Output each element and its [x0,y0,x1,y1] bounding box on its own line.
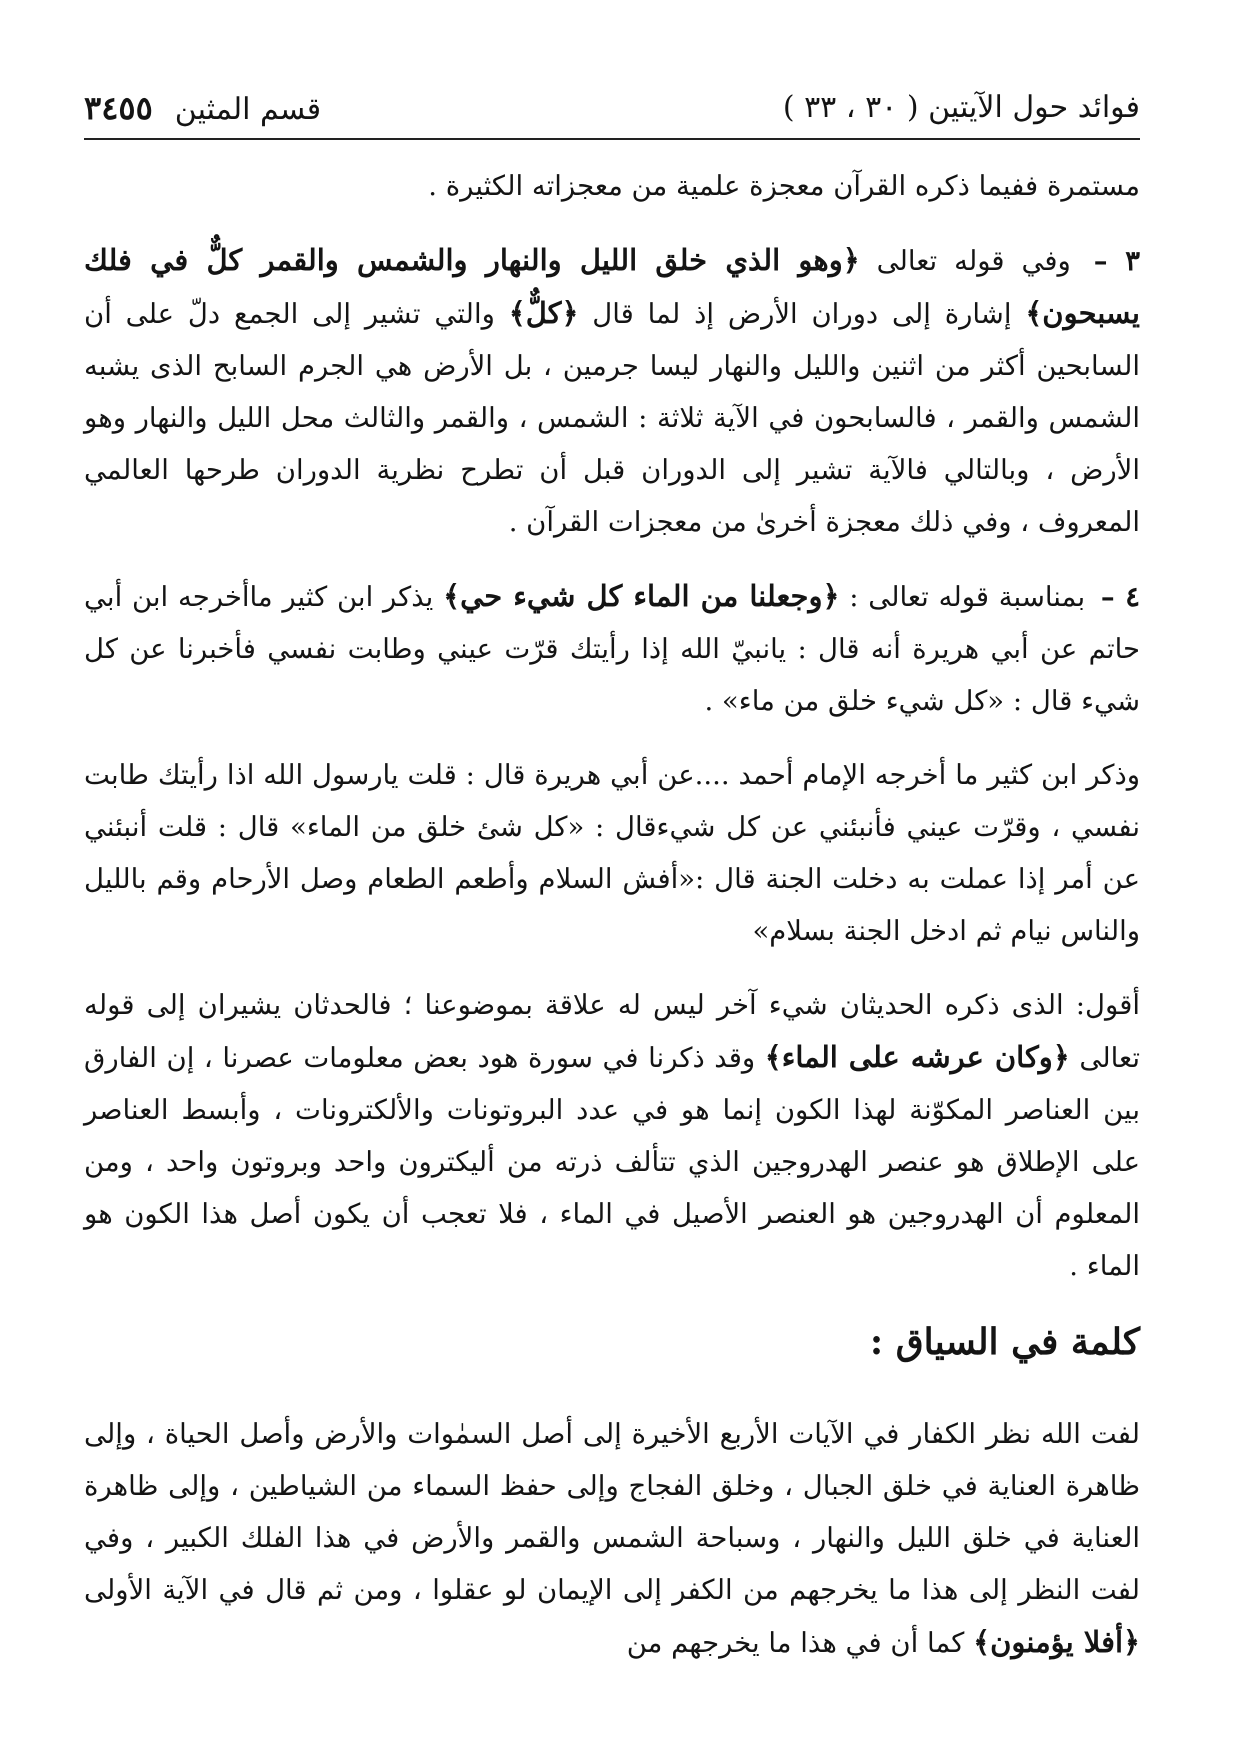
paragraph-text: يذكر ابن كثير ماأخرجه ابن أبي حاتم عن أبي هريرة أنه قال : يانبيّ الله إذا رأيتك قرّت عيني وطابت نفسي فأخبرنا عن كل شيء قال : «كل شيء خلق من ماء» . [84,581,1140,717]
paragraph-continuation [84,160,1140,212]
paragraph-context [84,1408,1140,1669]
quran-verse: ﴿وجعلنا من الماء كل شيء حي﴾ [443,579,840,613]
point-number: ٣ – [1093,245,1141,277]
paragraph-text: مستمرة ففيما ذكره القرآن معجزة علمية من معجزاته الكثيرة . [428,170,1140,202]
paragraph-text: إشارة إلى دوران الأرض إذ لما قال [592,298,1012,330]
paragraph-text: كما أن في هذا ما يخرجهم من [626,1627,965,1659]
paragraph-text: وقد ذكرنا في سورة هود بعض معلومات عصرنا ، إن الفارق بين العناصر المكوّنة لهذا الكون إنما هو في عدد البروتونات والألكترونات ، وأبسط العناصر على الإطلاق هو عنصر الهدروجين الذي تتألف ذرته من أليكترون واحد وبروتون واحد ، ومن المعلوم أن الهدروجين هو العنصر الأصيل في الماء ، فلا تعجب أن يكون أصل هذا الكون هو الماء . [84,1042,1140,1282]
quran-verse: ﴿أفلا يؤمنون﴾ [973,1625,1140,1659]
page-number: ٣٤٥٥ [84,89,153,127]
paragraph-commentary [84,979,1140,1292]
paragraph-point-3 [84,234,1140,548]
paragraph-text: لفت الله نظر الكفار في الآيات الأربع الأخيرة إلى أصل السمٰوات والأرض وأصل الحياة ، وإلى ظاهرة العناية في خلق الجبال ، وخلق الفجاج وإلى حفظ السماء من الشياطين ، وإلى ظاهرة العناية في خلق الليل والنهار ، وسباحة الشمس والقمر والأرض في هذا الفلك الكبير ، وفي لفت النظر إلى هذا ما يخرجهم من الكفر إلى الإيمان لو عقلوا ، ومن ثم قال في الآية الأولى [84,1418,1140,1606]
quran-verse: ﴿وهو الذي خلق الليل والنهار والشمس والقمر كلٌّ في فلك يسبحون﴾ [84,243,1140,330]
quran-verse: ﴿كلٌّ﴾ [508,296,579,330]
paragraph-text: أقول: الذى ذكره الحديثان شيء آخر ليس له علاقة بموضوعنا ؛ فالحدثان يشيران إلى قوله تعالى [84,989,1140,1074]
paragraph-hadith [84,749,1140,957]
point-number: ٤ – [1100,581,1141,613]
section-heading: كلمة في السياق : [869,1321,1140,1363]
header-left [84,88,321,130]
section-title: قسم المثين [174,92,322,127]
chapter-title: فوائد حول الآيتين ( ٣٠ ، ٣٣ ) [782,90,1140,125]
page-body [84,160,1140,1669]
paragraph-text: بمناسبة قوله تعالى : [849,581,1086,613]
quran-verse: ﴿وكان عرشه على الماء﴾ [764,1040,1070,1074]
running-header [84,88,1140,140]
paragraph-text: وفي قوله تعالى [876,245,1071,277]
paragraph-text: وذكر ابن كثير ما أخرجه الإمام أحمد ....عن أبي هريرة قال : قلت يارسول الله اذا رأيتك طابت نفسي ، وقرّت عيني فأنبئني عن كل شيءقال : «كل شئ خلق من الماء» قال : قلت أنبئني عن أمر إذا عملت به دخلت الجنة قال :«أفش السلام وأطعم الطعام وصل الأرحام وقم بالليل والناس نيام ثم ادخل الجنة بسلام» [84,759,1140,947]
paragraph-point-4 [84,570,1140,727]
paragraph-text: والتي تشير إلى الجمع دلّ على أن السابحين أكثر من اثنين والليل والنهار ليسا جرمين ، بل الأرض هي الجرم السابح الذى يشبه الشمس والقمر ، فالسابحون في الآية ثلاثة : الشمس ، والقمر والثالث محل الليل والنهار وهو الأرض ، وبالتالي فالآية تشير إلى الدوران قبل أن تطرح نظرية الدوران طرحها العالمي المعروف ، وفي ذلك معجزة أخرىٰ من معجزات القرآن . [84,298,1140,538]
